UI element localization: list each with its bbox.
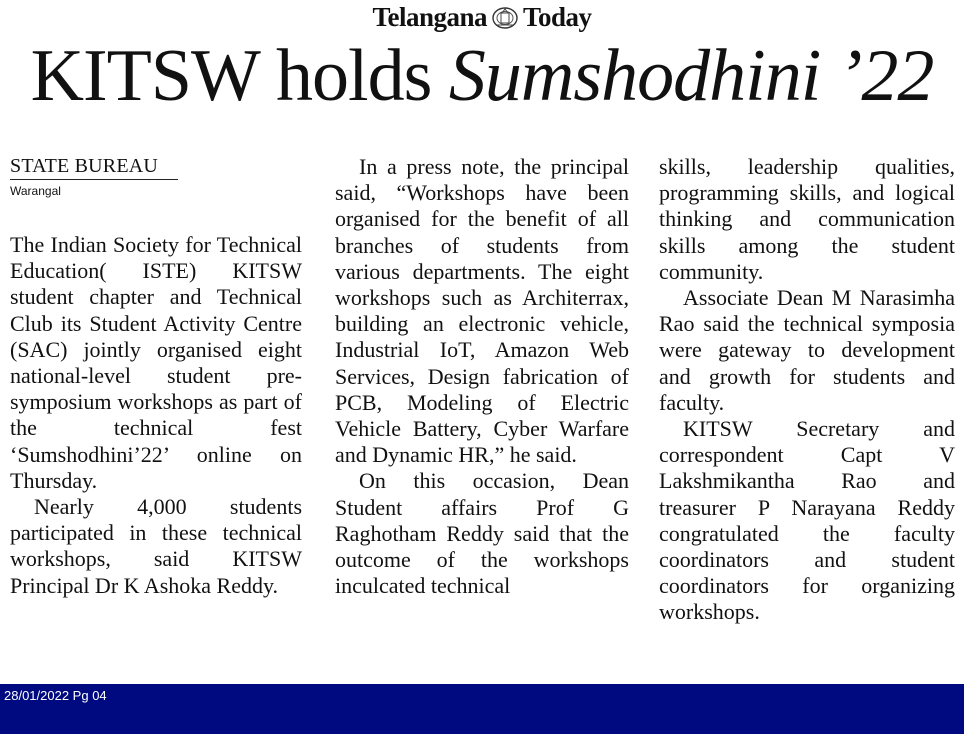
headline [0,34,964,118]
article-paragraph-3: In a press note, the principal said, “Workshops have been organised for the benefit of all branches of students from various departments. The eight workshops such as Architerrax, building an electronic vehicle, Industrial IoT, Amazon Web Services, Design fabrication of PCB, Modeling of Electric Vehicle Battery, Cyber Warfare and Dynamic HR,” he said. [335,154,629,468]
footer-date-page: 28/01/2022 Pg 04 [4,688,107,703]
masthead-name-left: Telangana [372,1,487,32]
headline-part2: Sumshodhini ’22 [448,35,934,117]
article-paragraph-1: The Indian Society for Technical Education( ISTE) KITSW student chapter and Technical Club its Student Activity Centre (SAC) jointly organised eight national-level student pre-symposium workshops as part of the technical fest ‘Sumshodhini’22’ online on Thursday. [10,232,302,493]
masthead [0,0,964,34]
footer-bar [0,684,964,734]
article-paragraph-6: KITSW Secretary and correspondent Capt V Lakshmikantha Rao and treasurer P Narayana Reddy congratulated the faculty coordinators and student coordinators for organizing workshops. [659,416,955,625]
byline [10,154,178,198]
article-column-3 [659,154,955,626]
byline-location: Warangal [10,184,61,198]
article-paragraph-5: Associate Dean M Narasimha Rao said the technical symposia were gateway to development and growth for students and faculty. [659,285,955,415]
article-paragraph-4-continued: skills, leadership qualities, programming skills, and logical thinking and communication skills among the student community. [659,154,955,284]
article-column-1 [10,232,302,599]
article-paragraph-2: Nearly 4,000 students participated in these technical workshops, said KITSW Principal Dr K Ashoka Reddy. [10,494,302,598]
masthead-name-right: Today [523,1,592,32]
byline-bureau: STATE BUREAU [10,154,178,180]
article-column-2 [335,154,629,599]
headline-part1: KITSW holds [30,35,449,117]
article-paragraph-4: On this occasion, Dean Student affairs Prof G Raghotham Reddy said that the outcome of the workshops inculcated technical [335,468,629,599]
state-emblem-icon [492,4,518,30]
